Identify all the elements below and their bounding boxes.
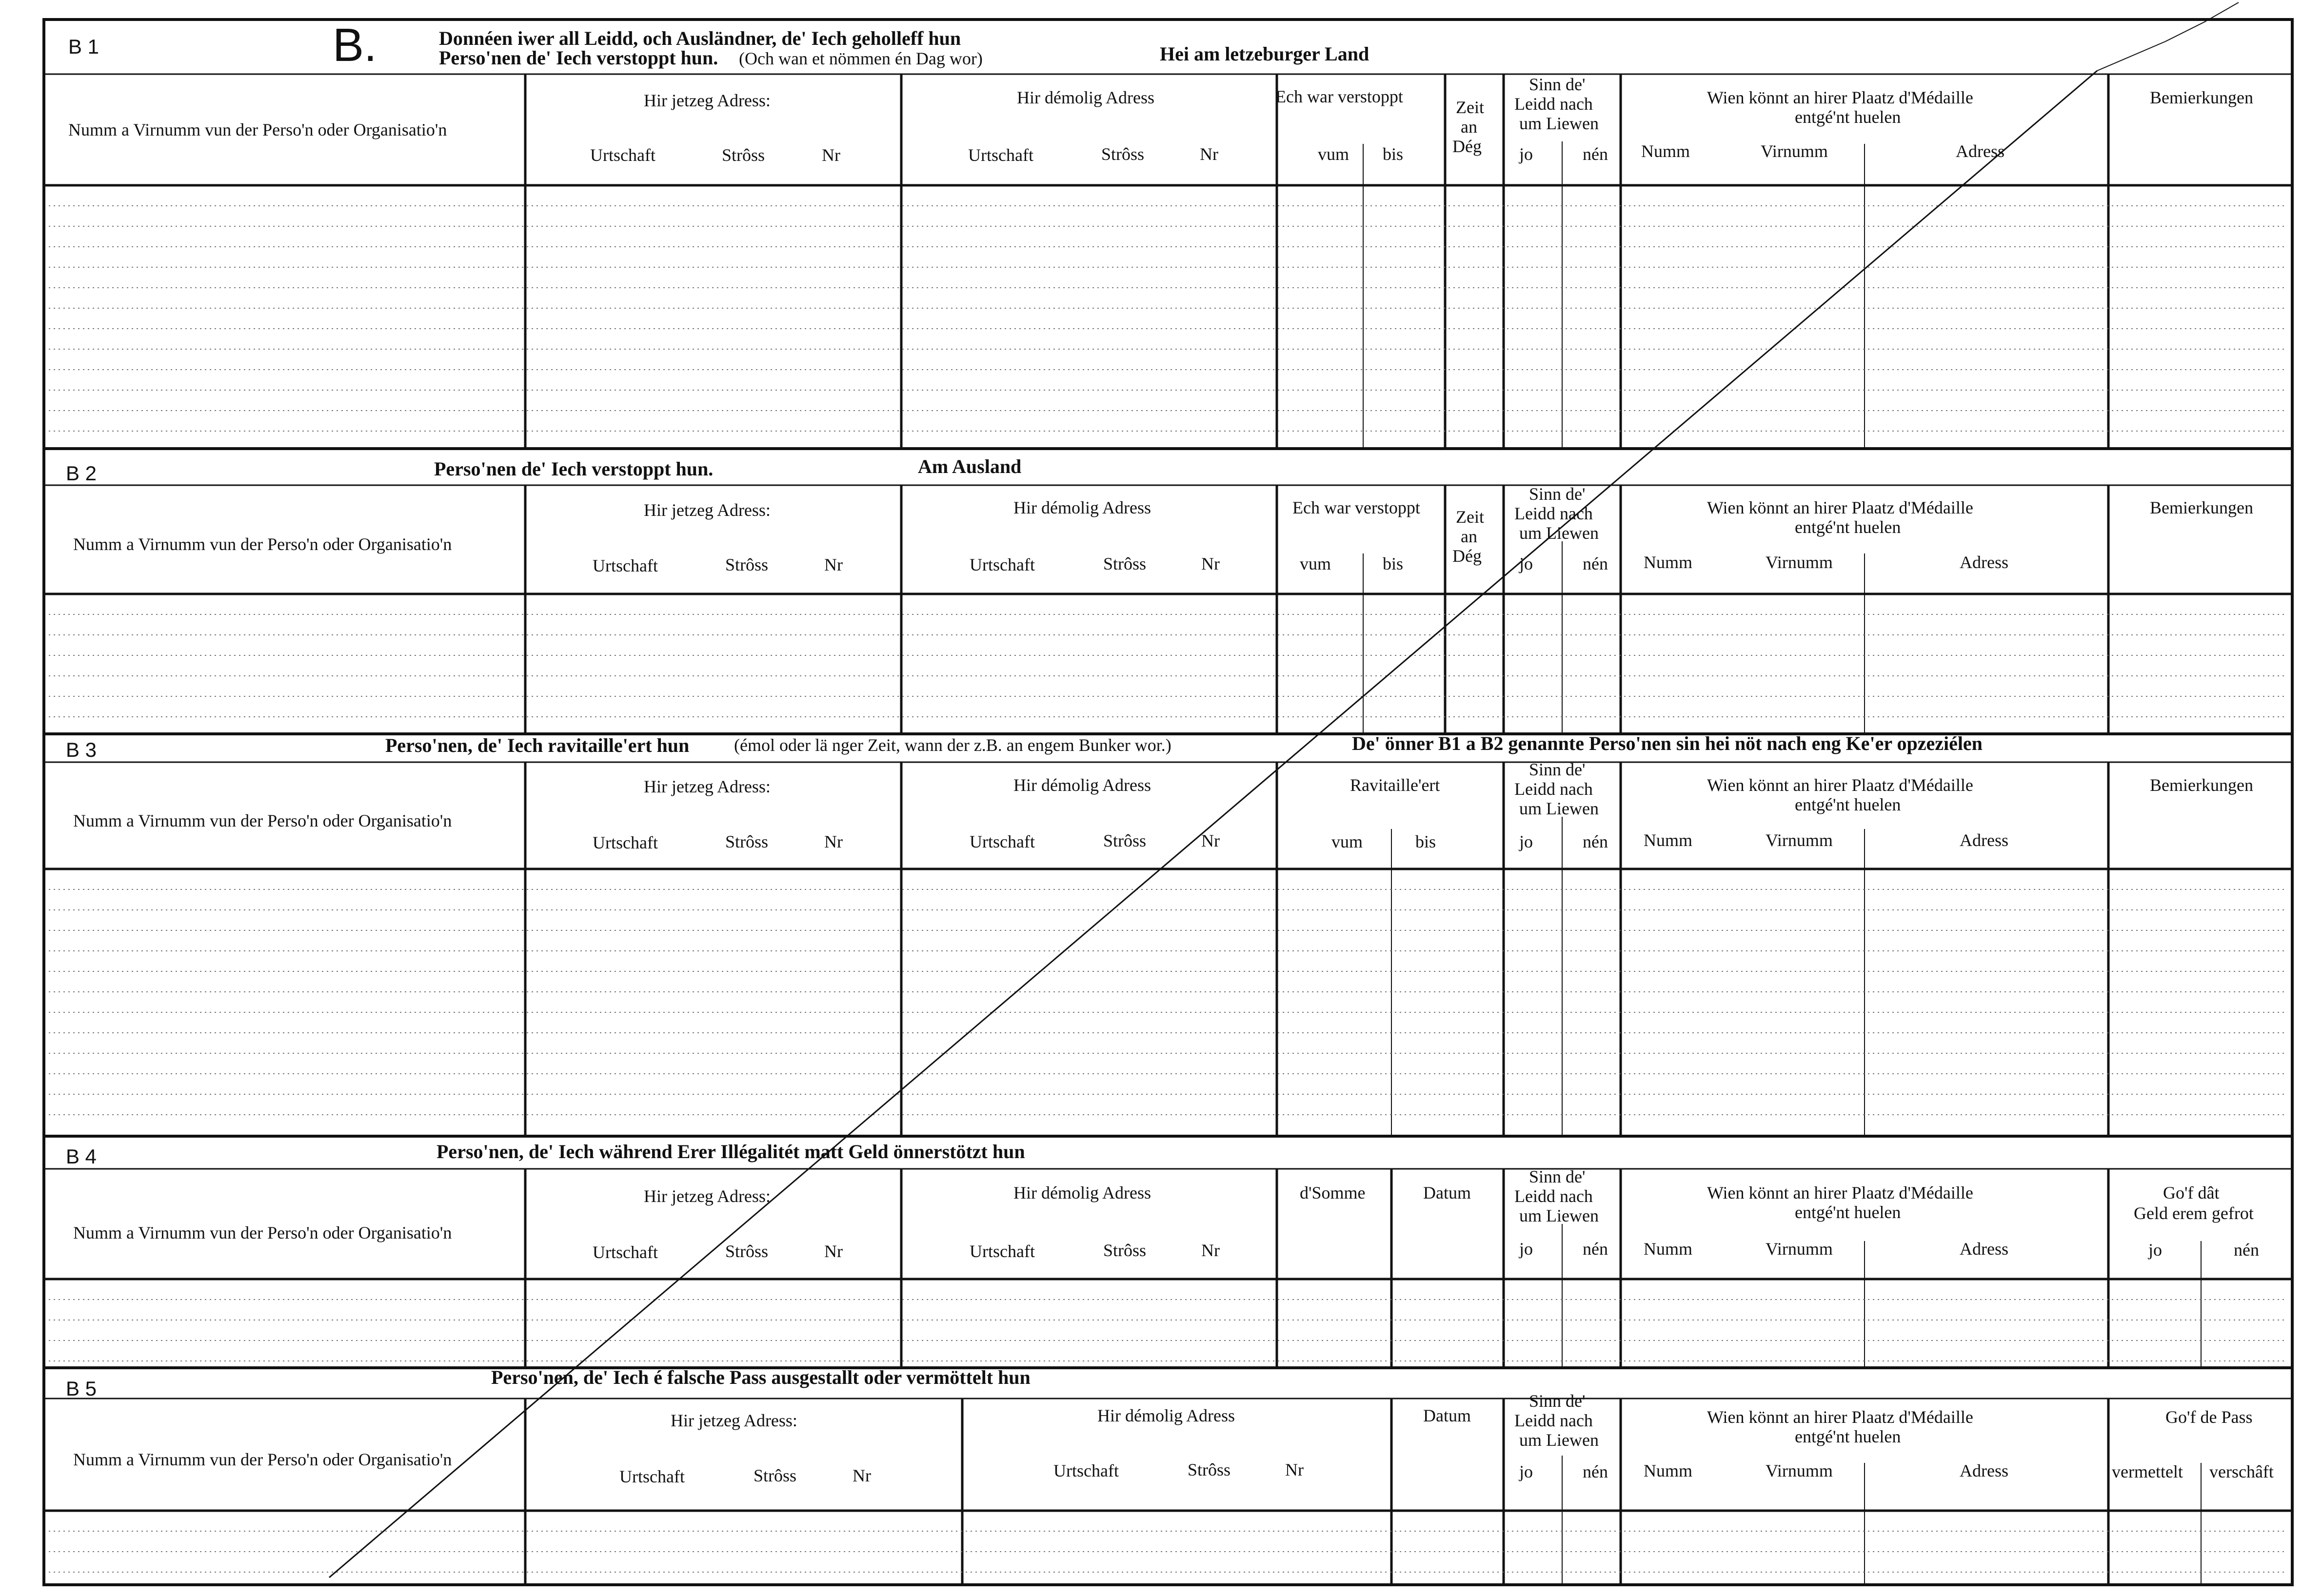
section-title-b2-location: Am Ausland [918,455,1022,477]
street-label: Strôss [1101,144,1145,164]
section-title-b1-line1: Donnéen iwer all Leidd, och Ausländner, de' Iech geholleff hun [439,27,961,49]
yes-label: jo [1519,554,1533,573]
no-label: nén [1583,832,1608,851]
former-address-label: Hir démolig Adress [1013,1183,1151,1202]
medal-label: entgé'nt huelen [1795,795,1901,814]
alive-label: Sinn de' [1529,760,1586,779]
firstname-label: Virnumm [1766,830,1833,850]
firstname-label: Virnumm [1761,141,1828,161]
firstname-label: Virnumm [1766,1461,1833,1480]
supplied-label: Ravitaille'ert [1350,775,1440,795]
surname-label: Numm [1644,1239,1693,1259]
section-code-b4: B 4 [66,1145,97,1168]
address-label: Adress [1956,141,2004,161]
alive-label: Leidd nach [1514,779,1593,799]
name-column-label: Numm a Virnumm vun der Perso'n oder Organisatio'n [73,534,452,554]
time-label: an [1461,117,1477,137]
medal-label: entgé'nt huelen [1795,1427,1901,1446]
town-label: Urtschaft [970,832,1035,851]
medal-label: entgé'nt huelen [1795,1202,1901,1222]
alive-label: um Liewen [1519,799,1599,818]
time-label: Zeit [1456,507,1484,527]
remarks-label: Bemierkungen [2150,88,2253,107]
yes-label: jo [1519,144,1533,164]
number-label: Nr [824,1241,843,1261]
street-label: Strôss [725,832,769,851]
number-label: Nr [824,555,843,574]
section-title-b3-note: (émol oder lä nger Zeit, wann der z.B. an engem Bunker wor.) [734,735,1171,755]
time-label: an [1461,527,1477,546]
street-label: Strôss [725,1241,769,1261]
current-address-label: Hir jetzeg Adress: [644,91,771,110]
street-label: Strôss [1103,554,1147,573]
from-label: vum [1300,554,1331,573]
money-returned-label: Geld erem gefrot [2134,1203,2254,1223]
yes-label: jo [2148,1240,2163,1260]
time-label: Dég [1452,137,1482,156]
current-address-label: Hir jetzeg Adress: [671,1411,797,1430]
town-label: Urtschaft [590,145,655,165]
section-code-b2: B 2 [66,462,97,485]
surname-label: Numm [1644,552,1693,572]
section-code-b1: B 1 [68,35,99,58]
alive-label: um Liewen [1519,114,1599,133]
header-b2 [73,484,2253,575]
alive-label: Leidd nach [1514,1186,1593,1206]
pass-label: Go'f de Pass [2165,1407,2253,1427]
section-title-b4: Perso'nen, de' Iech während Erer Illégalitét matt Geld önnerstötzt hun [437,1141,1025,1163]
yes-label: jo [1519,832,1533,851]
yes-label: jo [1519,1462,1533,1481]
arranged-label: vermettelt [2112,1462,2183,1481]
header-b3 [73,760,2253,852]
town-label: Urtschaft [593,833,658,852]
remarks-label: Bemierkungen [2150,498,2253,517]
name-column-label: Numm a Virnumm vun der Perso'n oder Organisatio'n [73,1450,452,1469]
medal-label: entgé'nt huelen [1795,107,1901,127]
surname-label: Numm [1644,1461,1693,1480]
date-label: Datum [1423,1183,1471,1202]
yes-label: jo [1519,1239,1533,1259]
from-label: vum [1331,832,1363,851]
medal-label: entgé'nt huelen [1795,517,1901,537]
address-label: Adress [1960,1461,2008,1480]
header-b5 [73,1391,2274,1486]
diagonal-cancel-line-tail [2097,2,2239,71]
address-label: Adress [1960,1239,2008,1259]
alive-label: Leidd nach [1514,94,1593,114]
former-address-label: Hir démolig Adress [1097,1406,1235,1425]
form-letter: B. [333,19,377,71]
address-label: Adress [1960,830,2008,850]
name-column-label: Numm a Virnumm vun der Perso'n oder Organisatio'n [73,811,452,830]
town-label: Urtschaft [970,1241,1035,1261]
form-frame [44,20,2292,1585]
number-label: Nr [1200,144,1218,164]
former-address-label: Hir démolig Adress [1013,498,1151,517]
number-label: Nr [824,832,843,851]
alive-label: Sinn de' [1529,1167,1586,1186]
remarks-label: Bemierkungen [2150,775,2253,795]
hidden-label: Ech war verstoppt [1275,87,1403,106]
procured-label: verschâft [2209,1462,2274,1481]
until-label: bis [1383,554,1404,573]
header-b1 [68,75,2253,165]
street-label: Strôss [1103,831,1147,850]
number-label: Nr [1285,1460,1304,1479]
no-label: nén [1583,1462,1608,1481]
time-label: Dég [1452,546,1482,566]
sum-label: d'Somme [1300,1183,1366,1202]
alive-label: Sinn de' [1529,1391,1586,1411]
medal-label: Wien könnt an hirer Plaatz d'Médaille [1707,1183,1973,1202]
surname-label: Numm [1641,141,1690,161]
current-address-label: Hir jetzeg Adress: [644,1186,771,1206]
from-label: vum [1318,144,1349,164]
column-dividers [525,74,2108,1585]
medal-label: Wien könnt an hirer Plaatz d'Médaille [1707,498,1973,517]
alive-label: um Liewen [1519,1206,1599,1225]
header-b4 [73,1167,2259,1262]
section-title-b1-line2: Perso'nen de' Iech verstoppt hun. [439,47,718,69]
alive-label: Sinn de' [1529,484,1586,504]
time-label: Zeit [1456,98,1484,117]
current-address-label: Hir jetzeg Adress: [644,500,771,520]
name-column-label: Numm a Virnumm vun der Perso'n oder Organisatio'n [73,1223,452,1242]
street-label: Strôss [722,145,765,165]
no-label: nén [2234,1240,2259,1260]
no-label: nén [1583,1239,1608,1259]
section-code-b3: B 3 [66,738,97,761]
number-label: Nr [1201,1241,1220,1260]
medal-label: Wien könnt an hirer Plaatz d'Médaille [1707,775,1973,795]
street-label: Strôss [754,1466,797,1485]
town-label: Urtschaft [619,1467,685,1486]
street-label: Strôss [1188,1460,1231,1479]
alive-label: Leidd nach [1514,504,1593,523]
until-label: bis [1383,144,1404,164]
date-label: Datum [1423,1406,1471,1425]
firstname-label: Virnumm [1766,552,1833,572]
medal-label: Wien könnt an hirer Plaatz d'Médaille [1707,88,1973,107]
number-label: Nr [822,145,840,165]
alive-label: Leidd nach [1514,1411,1593,1430]
alive-label: um Liewen [1519,523,1599,543]
town-label: Urtschaft [593,556,658,575]
no-label: nén [1583,144,1608,164]
current-address-label: Hir jetzeg Adress: [644,777,771,796]
section-title-b2: Perso'nen de' Iech verstoppt hun. [434,458,714,480]
section-title-b3-instruction: De' önner B1 a B2 genannte Perso'nen sin hei nöt nach eng Ke'er opzeziélen [1352,732,1983,754]
money-returned-label: Go'f dât [2163,1183,2220,1202]
former-address-label: Hir démolig Adress [1017,88,1154,107]
medal-label: Wien könnt an hirer Plaatz d'Médaille [1707,1407,1973,1427]
town-label: Urtschaft [593,1242,658,1262]
section-title-b1-location: Hei am letzeburger Land [1160,43,1369,65]
number-label: Nr [1201,831,1220,850]
street-label: Strôss [1103,1241,1147,1260]
name-column-label: Numm a Virnumm vun der Perso'n oder Organisatio'n [68,120,447,139]
diagonal-cancel-line [329,71,2097,1577]
section-title-b1-note: (Och wan et nömmen én Dag wor) [739,49,983,68]
surname-label: Numm [1644,830,1693,850]
number-label: Nr [1201,554,1220,573]
no-label: nén [1583,554,1608,573]
address-label: Adress [1960,552,2008,572]
alive-label: um Liewen [1519,1430,1599,1450]
section-title-b3: Perso'nen, de' Iech ravitaille'ert hun [385,734,690,756]
alive-label: Sinn de' [1529,75,1586,94]
section-title-b5: Perso'nen, de' Iech é falsche Pass ausgestallt oder vermöttelt hun [491,1366,1031,1388]
section-code-b5: B 5 [66,1377,97,1400]
header-bottom-lines [44,185,2292,1511]
town-label: Urtschaft [1053,1461,1119,1480]
former-address-label: Hir démolig Adress [1013,775,1151,795]
town-label: Urtschaft [970,555,1035,574]
firstname-label: Virnumm [1766,1239,1833,1259]
number-label: Nr [853,1466,871,1485]
street-label: Strôss [725,555,769,574]
hidden-label: Ech war verstoppt [1292,498,1420,517]
town-label: Urtschaft [968,145,1033,165]
until-label: bis [1415,832,1436,851]
